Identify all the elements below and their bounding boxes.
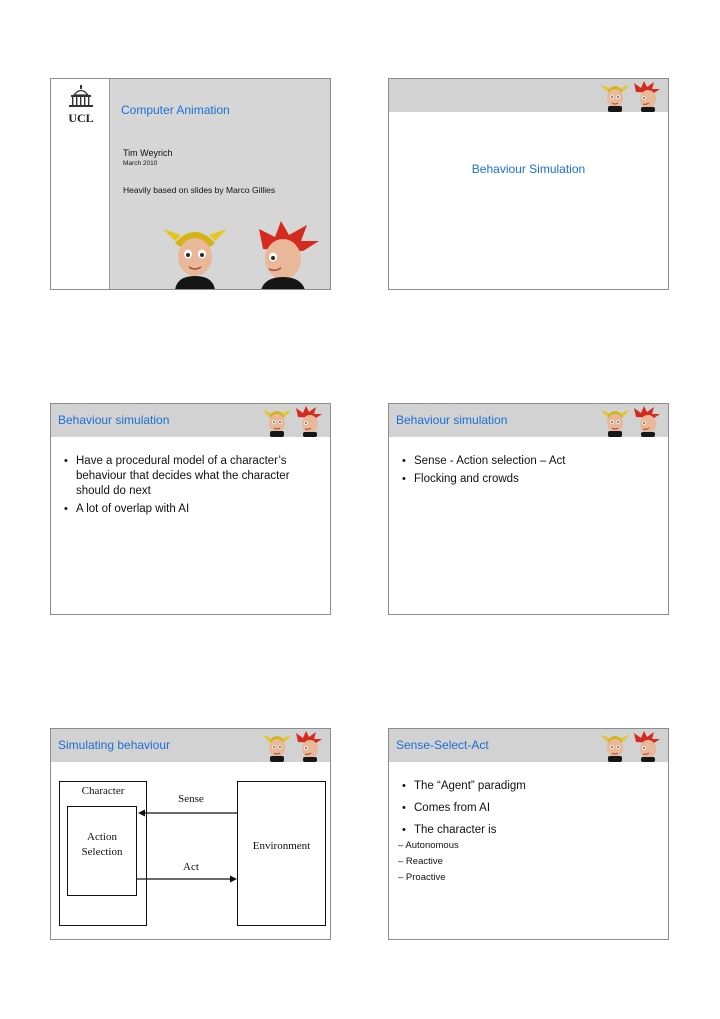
slide-behaviour-overview [388,403,669,615]
blonde-girl-character [163,229,227,290]
slide-section [388,78,669,290]
slide-title-text: Simulating behaviour [58,738,171,752]
red-hair-boy-character [259,221,319,290]
bullet-item: • Comes from AI [399,801,659,816]
bullet-item: • The “Agent” paradigm [399,779,659,794]
presentation-title: Computer Animation [121,103,230,117]
character-faces-icon [600,405,662,437]
act-label: Act [183,861,199,873]
ucl-dome-icon [65,85,97,107]
bullet-list [61,454,321,520]
slide-title-text: Sense-Select-Act [396,738,489,752]
sub-bullet-item: – Autonomous [398,840,459,851]
action-selection-label-line1: Action [87,831,117,843]
flow-arrows [51,729,330,939]
character-faces-icon [600,730,662,762]
slide-behaviour-intro [50,403,331,615]
character-label: Character [81,785,125,797]
bullet-item [399,823,659,885]
act-arrow-head [230,876,237,883]
bullet-list [399,454,659,490]
environment-label: Environment [252,840,311,852]
character-illustration [163,219,323,290]
author-name: Tim Weyrich [123,148,173,158]
slide-simulating-behaviour [50,728,331,940]
sense-arrow-head [138,810,145,817]
sense-label: Sense [178,793,204,805]
sub-bullet-item: – Proactive [398,872,446,883]
slide-title-text: Behaviour simulation [396,413,508,427]
character-faces-icon [600,80,662,112]
bullet-item: • Have a procedural model of a character’s behaviour that decides what the character should do next [61,454,321,499]
bullet-list [399,779,659,888]
ucl-logo [65,85,97,125]
credit-line: Heavily based on slides by Marco Gillies [123,185,276,195]
bullet-item: • A lot of overlap with AI [61,502,321,517]
section-title: Behaviour Simulation [471,162,586,176]
slide-sense-select-act [388,728,669,940]
bullet-item: • Flocking and crowds [399,472,659,487]
character-faces-icon [262,405,324,437]
slide-title [50,78,331,290]
action-selection-label-line2: Selection [81,846,123,858]
sub-bullet-item: – Reactive [398,856,443,867]
bullet-item: • Sense - Action selection – Act [399,454,659,469]
slide-title-text: Behaviour simulation [58,413,170,427]
ucl-logo-text: UCL [68,111,94,125]
presentation-date: March 2010 [123,160,158,167]
bullet-text: The character is [414,824,497,836]
sub-bullet-list [398,839,659,885]
